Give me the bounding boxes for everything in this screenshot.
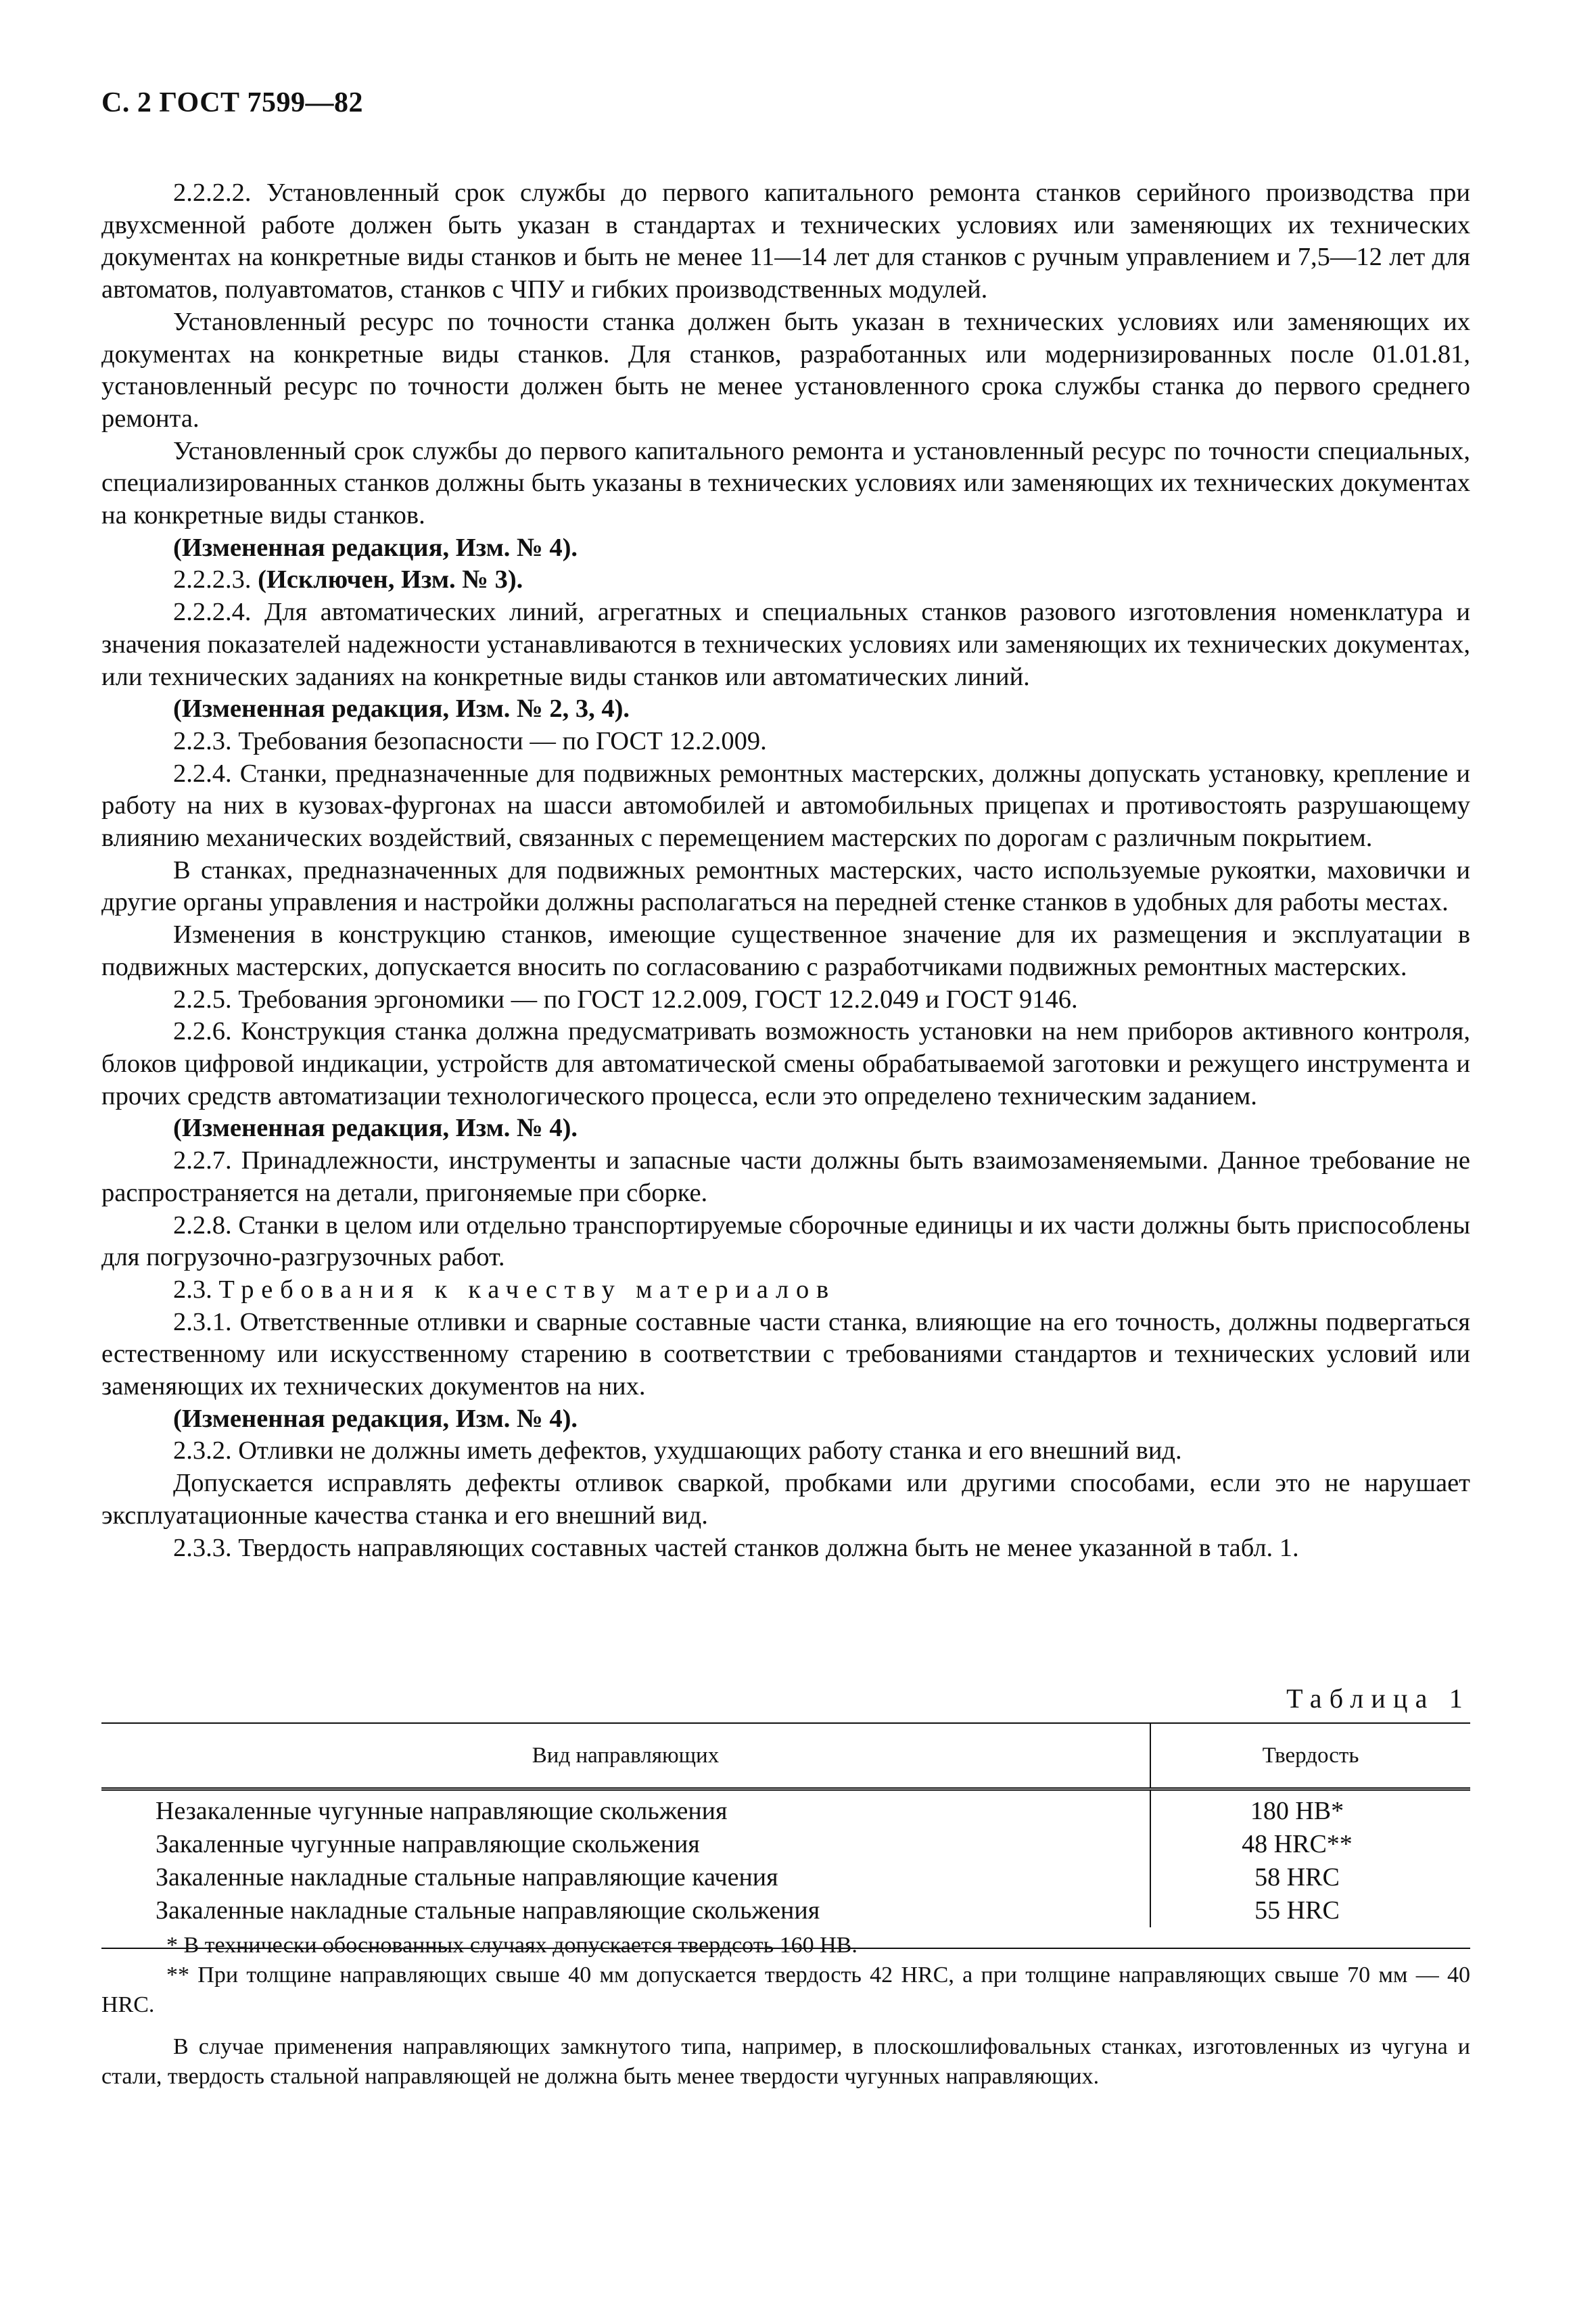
table-notes: [101, 1931, 1470, 2092]
paragraph-number: 2.2.2.3.: [173, 565, 258, 594]
paragraph: [101, 1145, 1470, 1209]
footnote: ** При толщине направляющих свыше 40 мм допускается твердость 42 HRC, а при толщине направляющих свыше 70 мм — 40 HRC.: [101, 1962, 1470, 2017]
paragraph: [101, 1274, 1470, 1307]
paragraph: [101, 726, 1470, 758]
table-header-row: [101, 1724, 1470, 1791]
paragraph: [101, 1435, 1470, 1467]
paragraph-text: Установленный ресурс по точности станка должен быть указан в технических условиях или заменяющих их документах на конкретные виды станков. Для станков, разработанных или модернизированных после 01.01.81, установленный ресурс по точности должен быть не менее установленного срока службы станка до первого среднего ремонта.: [101, 307, 1470, 433]
table-row-name: Закаленные чугунные направляющие скольжения: [156, 1830, 700, 1858]
table-header-type: Вид направляющих: [101, 1724, 1151, 1787]
footnote: * В технически обоснованных случаях допускается твердсоть 160 НВ.: [166, 1933, 858, 1958]
paragraph: [101, 693, 1470, 726]
document-body: [101, 177, 1470, 1564]
paragraph: [101, 1016, 1470, 1112]
paragraph: [101, 306, 1470, 436]
table-body: [101, 1791, 1470, 1927]
amendment-note: (Измененная редакция, Изм. № 4).: [173, 1404, 578, 1433]
amendment-note: (Исключен, Изм. № 3).: [258, 565, 523, 594]
paragraph-text: Установленный срок службы до первого капитального ремонта и установленный ресурс по точности специальных, специализированных станков должны быть указаны в технических условиях или заменяющих их технических документах на конкретные виды станков.: [101, 436, 1470, 530]
amendment-note: (Измененная редакция, Изм. № 4).: [173, 1114, 578, 1143]
paragraph-text: 2.3.3. Твердость направляющих составных частей станков должна быть не менее указанной в табл. 1.: [173, 1533, 1299, 1562]
amendment-note: (Измененная редакция, Изм. № 4).: [173, 533, 578, 562]
paragraph-text: 2.2.5. Требования эргономики — по ГОСТ 12.2.009, ГОСТ 12.2.049 и ГОСТ 9146.: [173, 985, 1078, 1014]
paragraph: [101, 919, 1470, 983]
paragraph-text: 2.2.6. Конструкция станка должна предусматривать возможность установки на нем приборов активного контроля, блоков цифровой индикации, устройств для автоматической смены обрабатываемой заготовки и режущего инструмента и прочих средств автоматизации технологического процесса, если это определено техническим заданием.: [101, 1017, 1470, 1110]
paragraph: [101, 436, 1470, 532]
table-row-name: Незакаленные чугунные направляющие скольжения: [156, 1797, 728, 1825]
paragraph: [101, 564, 1470, 596]
paragraph-text: Допускается исправлять дефекты отливок сваркой, пробками или другими способами, если это не нарушает эксплуатационные качества станка и его внешний вид.: [101, 1469, 1470, 1530]
table-row-value: 58 HRC: [1254, 1863, 1340, 1891]
amendment-note: (Измененная редакция, Изм. № 2, 3, 4).: [173, 695, 630, 724]
paragraph: [101, 855, 1470, 919]
table-row-value: 55 HRC: [1254, 1896, 1340, 1925]
table-title: Таблица 1: [1286, 1683, 1470, 1714]
paragraph-number: 2.3.: [173, 1275, 219, 1304]
table-note: В случае применения направляющих замкнутого типа, например, в плоскошлифовальных станках, изготовленных из чугуна и стали, твердость стальной направляющей не должна быть менее твердости чугунных направляющих.: [101, 2034, 1470, 2089]
paragraph: [101, 984, 1470, 1016]
table-row-name: Закаленные накладные стальные направляющие скольжения: [156, 1896, 820, 1925]
paragraph: [101, 1532, 1470, 1565]
table-column-hardness: [1151, 1791, 1470, 1927]
paragraph-text: 2.2.2.4. Для автоматических линий, агрегатных и специальных станков разового изготовления номенклатура и значения показателей надежности устанавливаются в технических условиях или заменяющих их технических документах, или технических заданиях на конкретные виды станков или автоматических линий.: [101, 598, 1470, 691]
page-header: С. 2 ГОСТ 7599—82: [101, 87, 364, 118]
paragraph-text: 2.2.8. Станки в целом или отдельно транспортируемые сборочные единицы и их части должны быть приспособлены для погрузочно-разгрузочных работ.: [101, 1210, 1470, 1272]
table-1: [101, 1683, 1470, 1949]
paragraph-text: 2.2.7. Принадлежности, инструменты и запасные части должны быть взаимозаменяемыми. Данное требование не распространяется на детали, пригоняемые при сборке.: [101, 1146, 1470, 1207]
paragraph-text: 2.2.3. Требования безопасности — по ГОСТ 12.2.009.: [173, 726, 767, 755]
paragraph: [101, 1112, 1470, 1145]
paragraph-text: 2.3.2. Отливки не должны иметь дефектов, ухудшающих работу станка и его внешний вид.: [173, 1436, 1182, 1465]
table-column-type: [101, 1791, 1151, 1927]
paragraph: [101, 1210, 1470, 1274]
table-row-value: 48 HRC**: [1242, 1830, 1353, 1858]
paragraph: [101, 532, 1470, 565]
paragraph: [101, 1403, 1470, 1436]
paragraph-text: 2.3.1. Ответственные отливки и сварные составные части станка, влияющие на его точность, должны подвергаться естественному или искусственному старению в соответствии с требованиями стандартов и технических условий или заменяющих их технических документов на них.: [101, 1307, 1470, 1401]
paragraph: [101, 177, 1470, 306]
paragraph: [101, 1307, 1470, 1403]
table-header-hardness: Твердость: [1262, 1743, 1359, 1768]
table-row-name: Закаленные накладные стальные направляющие качения: [156, 1863, 778, 1891]
section-heading: Требования к качеству материалов: [218, 1275, 836, 1304]
paragraph: [101, 596, 1470, 693]
table-row-value: 180 НВ*: [1250, 1797, 1344, 1825]
paragraph: [101, 758, 1470, 855]
paragraph-text: 2.2.4. Станки, предназначенные для подвижных ремонтных мастерских, должны допускать установку, крепление и работу на них в кузовах-фургонах на шасси автомобилей и автомобильных прицепах и противостоять разрушающему влиянию механических воздействий, связанных с перемещением мастерских по дорогам с различным покрытием.: [101, 759, 1470, 853]
paragraph: [101, 1467, 1470, 1532]
paragraph-text: Изменения в конструкцию станков, имеющие существенное значение для их размещения и эксплуатации в подвижных мастерских, допускается вносить по согласованию с разработчиками подвижных ремонтных мастерских.: [101, 920, 1470, 981]
paragraph-text: 2.2.2.2. Установленный срок службы до первого капитального ремонта станков серийного производства при двухсменной работе должен быть указан в стандартах и технических условиях или заменяющих их технических документах на конкретные виды станков и быть не менее 11—14 лет для станков с ручным управлением и 7,5—12 лет для автоматов, полуавтоматов, станков с ЧПУ и гибких производственных модулей.: [101, 179, 1470, 304]
paragraph-text: В станках, предназначенных для подвижных ремонтных мастерских, часто используемые рукоятки, маховички и другие органы управления и настройки должны располагаться на передней стенке станков в удобных для работы местах.: [101, 855, 1470, 917]
